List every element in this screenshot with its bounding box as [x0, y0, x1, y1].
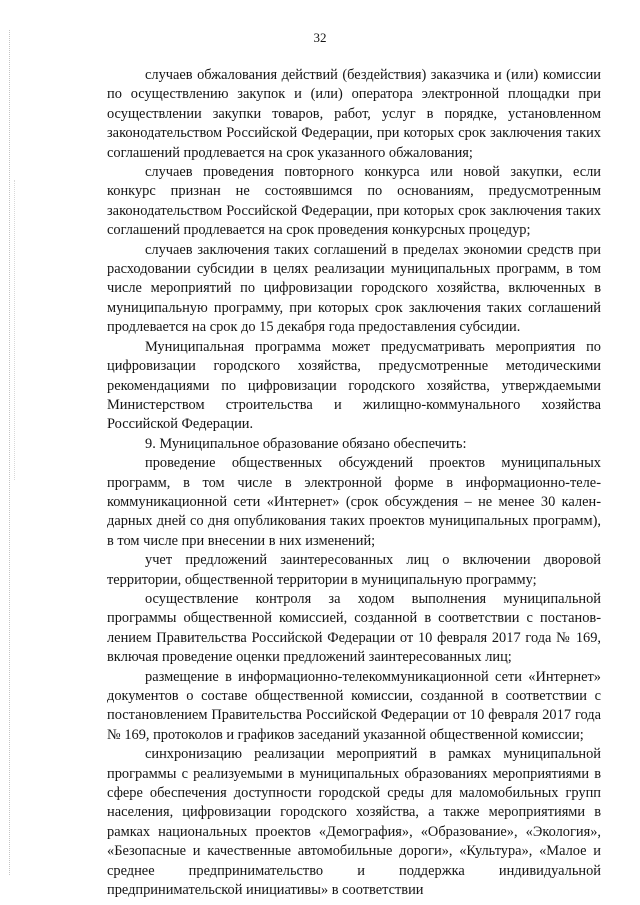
paragraph: случаев обжалования действий (бездействия) заказчика и (или) комиссии по осуществлению закупок и (или) оператора электронной площадки при осуществлении закупки товаров, работ, услуг в порядке, установленном законодательством Российской Федерации, при которых срок заключения таких соглашений продлевается на срок указанного обжалования;	[107, 67, 601, 161]
paragraph: размещение в информационно-телекоммуникационной сети «Интернет» документов о составе общественной комиссии, созданной в соответствии с постановлением Правительства Российской Федерации от 10 февраля 2017 года № 169, протоколов и графиков заседаний указанной общественной комиссии;	[107, 668, 601, 743]
paragraph: учет предложений заинтересованных лиц о включении дворовой территории, общественной территории в муниципальную программу;	[107, 552, 601, 588]
section-heading: 9. Муниципальное образование обязано обеспечить:	[145, 435, 467, 452]
document-body	[107, 66, 601, 900]
paragraph: осуществление контроля за ходом выполнения муниципальной программы общественной комиссией, созданной в соответствии с постановлением Правительства Российской Федерации от 10 февраля 2017 года № 169, включая проведение оценки предложений заинтересованных лиц;	[107, 590, 601, 666]
scan-margin-mark-secondary	[14, 180, 16, 480]
paragraph: Муниципальная программа может предусматривать мероприятия по цифровизации городского хозяйства, предусмотренные методическими рекомендациями по цифровизации городского хозяйства, утверждаемыми Министерством строительства и жилищно-коммунального хозяйства Российской Федерации.	[107, 338, 601, 433]
paragraph: проведение общественных обсуждений проектов муниципальных программ, в том числе в электронной форме в информационно-телекоммуникационной сети «Интернет» (срок обсуждения – не менее 30 календарных дней со дня опубликования таких проектов муниципальных программ), в том числе при внесении в них изменений;	[107, 455, 601, 549]
page-number: 32	[313, 30, 327, 45]
paragraph: случаев заключения таких соглашений в пределах экономии средств при расходовании субсидии в целях реализации муниципальных программ, в том числе мероприятий по цифровизации городского хозяйства, включенных в муниципальную программу, при которых срок заключения таких соглашений продлевается на срок до 15 декабря года предоставления субсидии.	[107, 241, 601, 336]
scan-margin-mark	[9, 30, 13, 875]
paragraph: синхронизацию реализации мероприятий в рамках муниципальной программы с реализуемыми в муниципальных образованиях мероприятиями в сфере обеспечения доступности городской среды для маломобильных групп населения, цифровизации городского хозяйства, а также мероприятиями в рамках национальных проектов «Демография», «Образование», «Экология», «Безопасные и качественные автомобильные дороги», «Культура», «Малое и среднее предпринимательство и поддержка индивидуальной предпринимательской инициативы» в соответствии	[107, 746, 601, 899]
paragraph: случаев проведения повторного конкурса или новой закупки, если конкурс признан не состоявшимся по основаниям, предусмотренным законодательством Российской Федерации, при которых срок заключения таких соглашений продлевается на срок проведения конкурсных процедур;	[107, 164, 601, 239]
